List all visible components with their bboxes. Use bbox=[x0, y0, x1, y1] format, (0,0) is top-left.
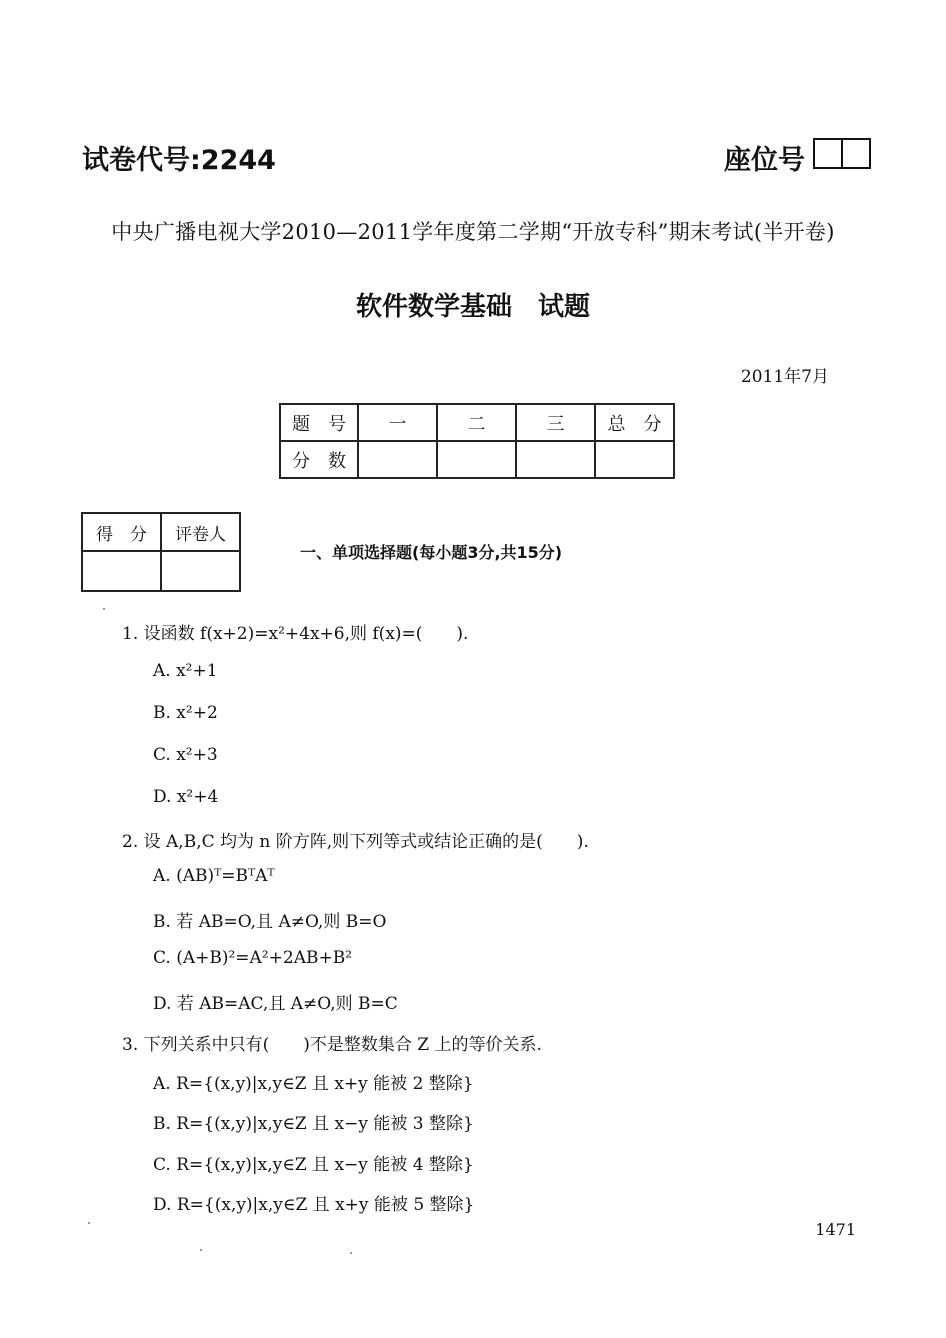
scan-speck bbox=[200, 1249, 202, 1251]
grader-name-label: 评卷人 bbox=[161, 513, 240, 551]
seat-number-label: 座位号 bbox=[724, 145, 805, 176]
question-option: B. 若 AB=O,且 A≠O,则 B=O bbox=[153, 912, 387, 932]
scan-speck bbox=[350, 1252, 352, 1254]
exam-code: 试卷代号:2244 bbox=[82, 145, 276, 176]
page-number: 1471 bbox=[815, 1220, 856, 1239]
score-cell[interactable] bbox=[516, 441, 595, 478]
table-header-cell: 题 号 bbox=[280, 404, 358, 441]
question-option: A. R={(x,y)|x,y∈Z 且 x+y 能被 2 整除} bbox=[153, 1074, 474, 1094]
question-option: C. (A+B)²=A²+2AB+B² bbox=[153, 948, 353, 968]
question-option: B. x²+2 bbox=[153, 703, 218, 723]
score-cell[interactable] bbox=[595, 441, 674, 478]
seat-box[interactable] bbox=[813, 138, 843, 169]
seat-number-boxes bbox=[815, 138, 871, 169]
grader-score-cell[interactable] bbox=[82, 551, 161, 591]
table-row-label: 分 数 bbox=[280, 441, 358, 478]
section-heading: 一、单项选择题(每小题3分,共15分) bbox=[300, 543, 563, 562]
question-stem: 3. 下列关系中只有( )不是整数集合 Z 上的等价关系. bbox=[122, 1035, 542, 1055]
question-stem: 2. 设 A,B,C 均为 n 阶方阵,则下列等式或结论正确的是( ). bbox=[122, 832, 589, 852]
question-option: C. R={(x,y)|x,y∈Z 且 x−y 能被 4 整除} bbox=[153, 1155, 474, 1175]
question-option: A. (AB)ᵀ=BᵀAᵀ bbox=[153, 866, 275, 886]
question-option: D. x²+4 bbox=[153, 787, 219, 807]
exam-subtitle: 中央广播电视大学2010—2011学年度第二学期“开放专科”期末考试(半开卷) bbox=[111, 220, 835, 244]
table-header-cell: 二 bbox=[437, 404, 516, 441]
table-header-cell: 三 bbox=[516, 404, 595, 441]
exam-title: 软件数学基础 试题 bbox=[355, 292, 590, 322]
question-option: D. R={(x,y)|x,y∈Z 且 x+y 能被 5 整除} bbox=[153, 1195, 475, 1215]
question-option: D. 若 AB=AC,且 A≠O,则 B=C bbox=[153, 994, 398, 1014]
seat-box[interactable] bbox=[841, 138, 871, 169]
exam-date: 2011年7月 bbox=[740, 367, 829, 387]
table-header-cell: 总 分 bbox=[595, 404, 674, 441]
table-header-cell: 一 bbox=[358, 404, 437, 441]
score-table bbox=[279, 403, 675, 479]
question-stem: 1. 设函数 f(x+2)=x²+4x+6,则 f(x)=( ). bbox=[122, 624, 469, 644]
score-cell[interactable] bbox=[358, 441, 437, 478]
scan-speck bbox=[88, 1222, 90, 1224]
grader-score-label: 得 分 bbox=[82, 513, 161, 551]
question-option: B. R={(x,y)|x,y∈Z 且 x−y 能被 3 整除} bbox=[153, 1114, 474, 1134]
scan-speck bbox=[103, 608, 105, 610]
grader-table bbox=[81, 512, 241, 592]
question-option: A. x²+1 bbox=[153, 661, 218, 681]
score-cell[interactable] bbox=[437, 441, 516, 478]
question-option: C. x²+3 bbox=[153, 745, 218, 765]
grader-name-cell[interactable] bbox=[161, 551, 240, 591]
